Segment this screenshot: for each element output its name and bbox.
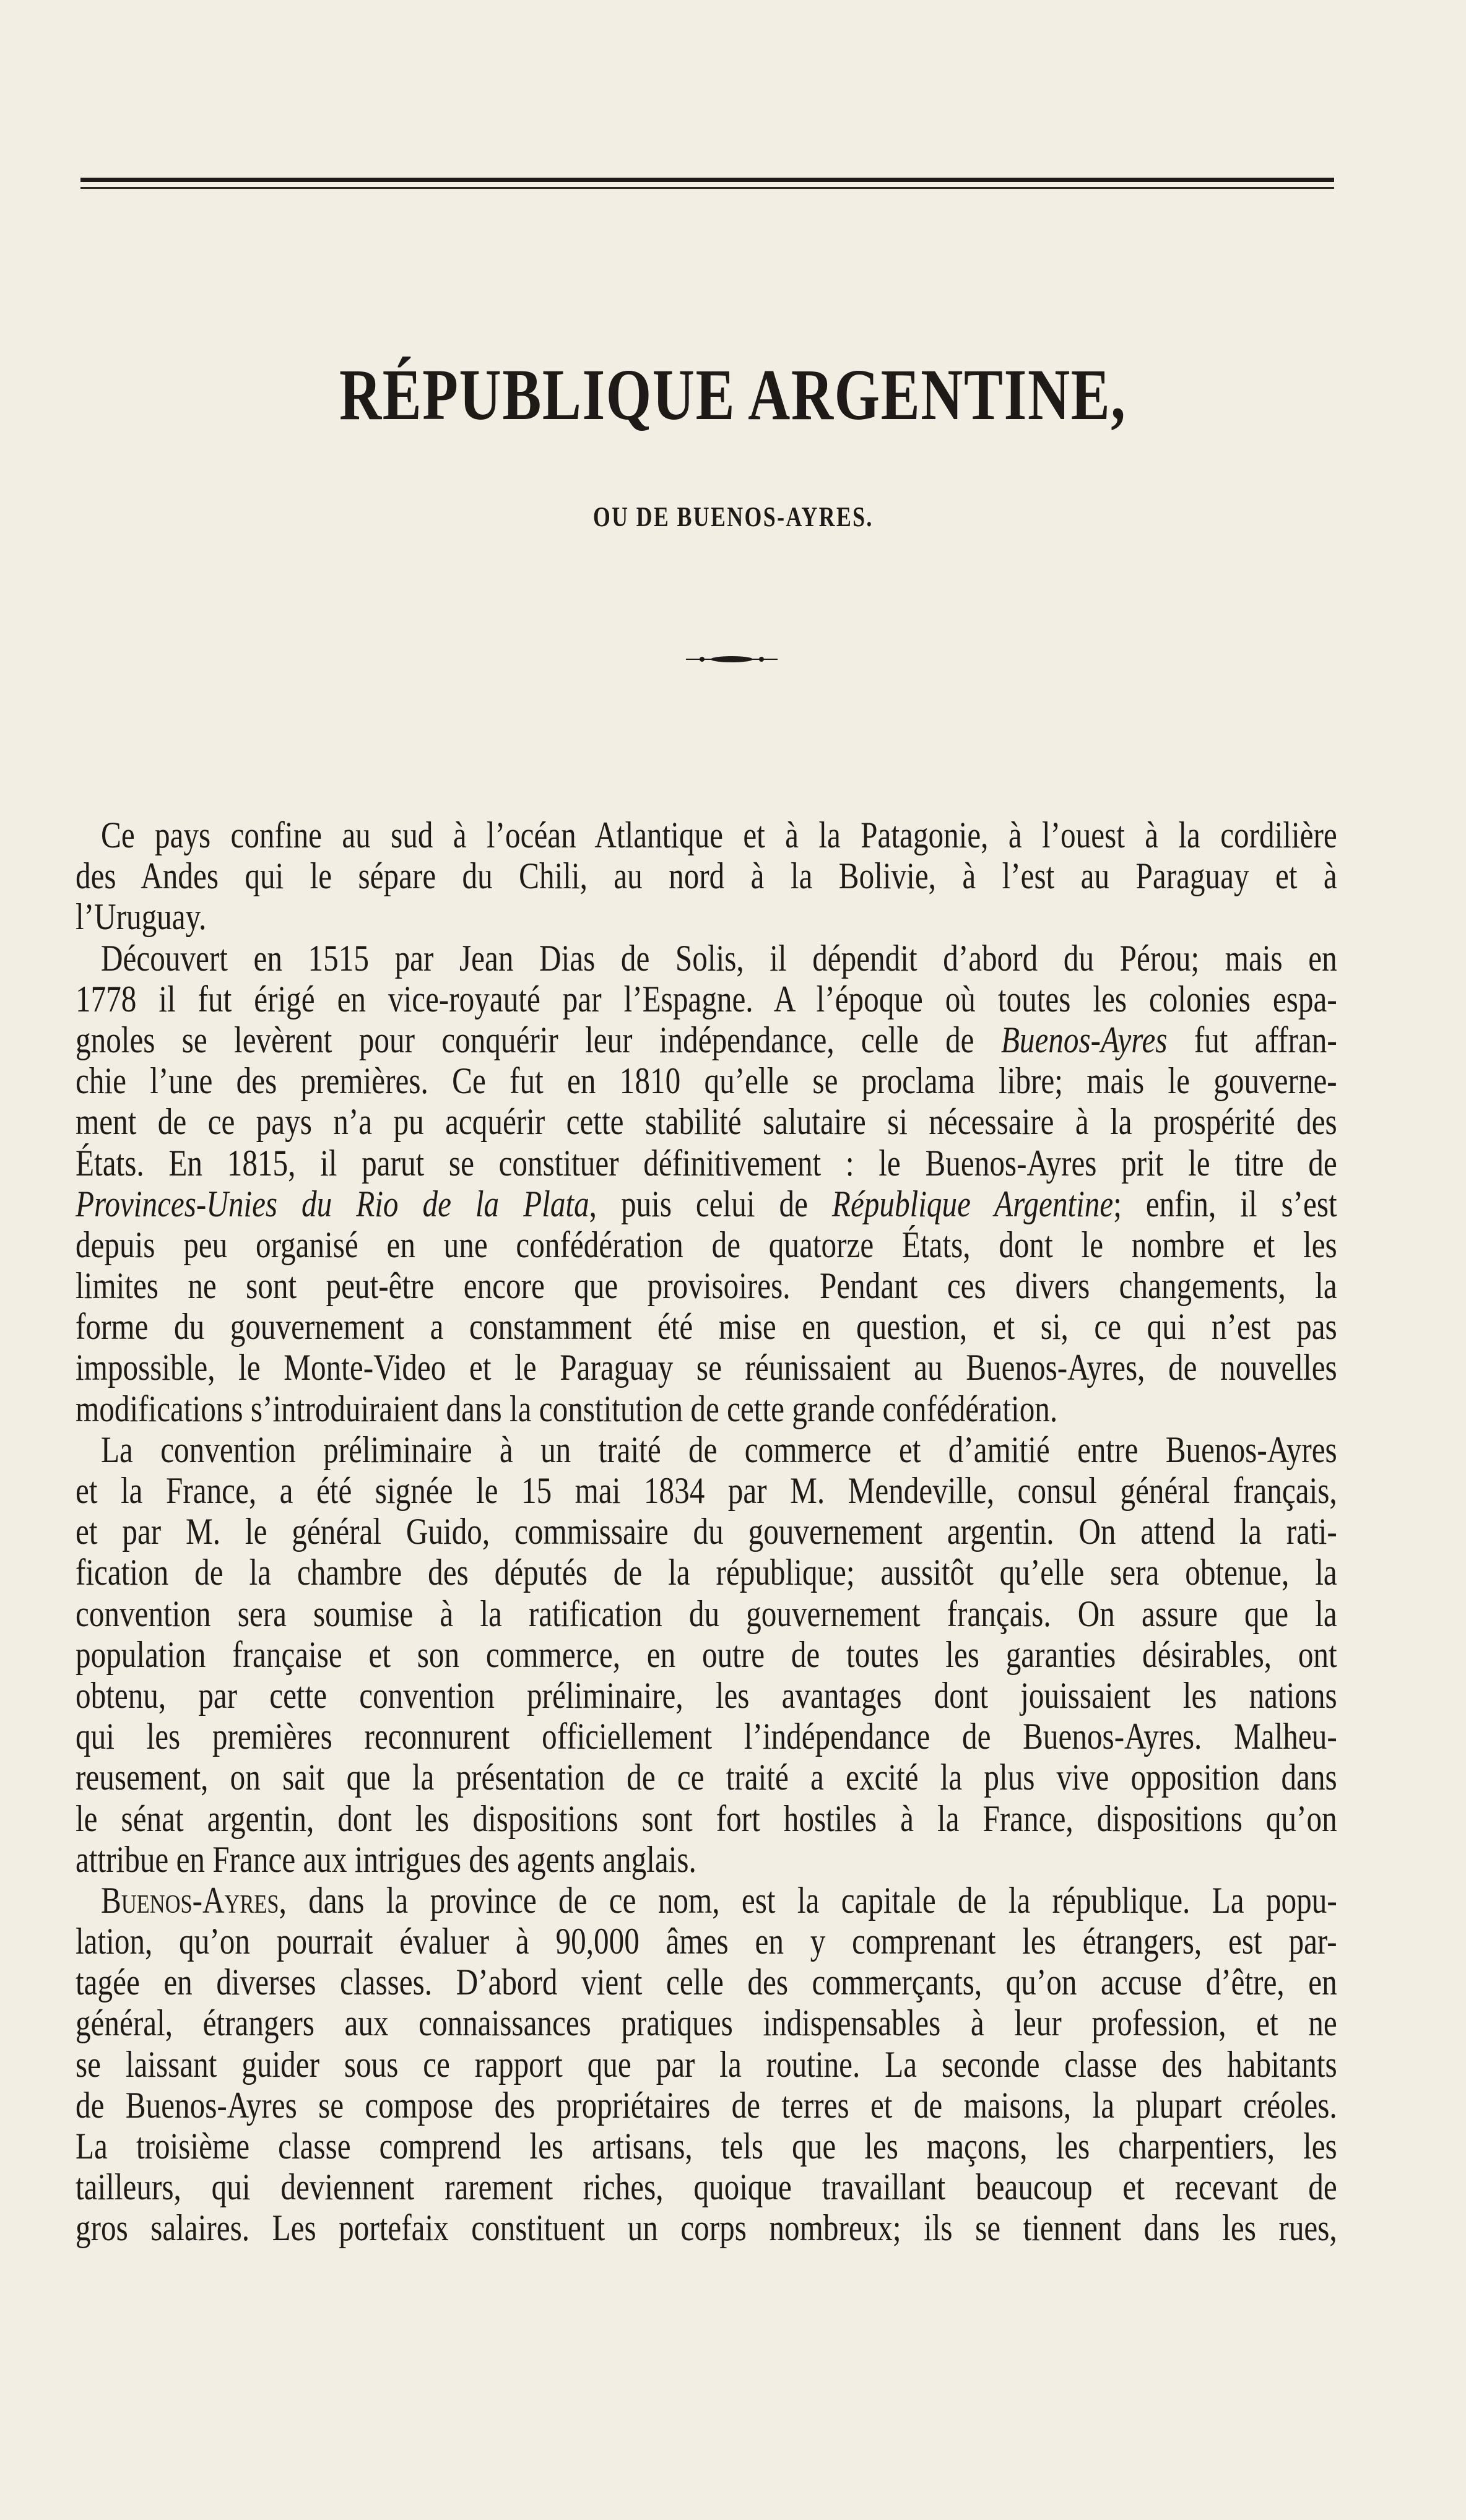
text-line xyxy=(76,1921,1337,1962)
text-segment: qui les premières reconnurent officiellement l’indépendance de Buenos-Ayres. Malheu- xyxy=(76,1716,1337,1757)
text-line xyxy=(76,1429,1337,1470)
text-line xyxy=(76,1224,1337,1265)
text-segment: modifications s’introduiraient dans la constitution de cette grande confédération. xyxy=(76,1388,1058,1429)
text-segment: fication de la chambre des députés de la république; aussitôt qu’elle sera obtenue, la xyxy=(76,1552,1337,1593)
paragraph xyxy=(76,1880,1337,2249)
text-segment: tagée en diverses classes. D’abord vient celle des commerçants, qu’on accuse d’être, en xyxy=(76,1962,1337,2003)
text-line xyxy=(76,938,1337,979)
text-segment: lation, qu’on pourrait évaluer à 90,000 âmes en y comprenant les étrangers, est par- xyxy=(76,1921,1337,1962)
text-segment: forme du gouvernement a constamment été mise en question, et si, ce qui n’est pas xyxy=(76,1306,1337,1348)
text-segment: , puis celui de xyxy=(589,1183,832,1224)
text-line xyxy=(76,1880,1337,1921)
text-segment: obtenu, par cette convention préliminaire, les avantages dont jouissaient les nations xyxy=(76,1674,1337,1716)
text-segment: général, étrangers aux connaissances pratiques indispensables à leur profession, et ne xyxy=(76,2003,1337,2044)
article-body xyxy=(76,815,1337,2249)
text-segment: convention sera soumise à la ratification du gouvernement français. On assure que la xyxy=(76,1593,1337,1634)
text-line xyxy=(76,1101,1337,1142)
text-line xyxy=(76,2085,1337,2126)
text-line xyxy=(76,1511,1337,1552)
text-line xyxy=(76,896,1337,937)
text-segment: La troisième classe comprend les artisans, tels que les maçons, les charpentiers, les xyxy=(76,2126,1337,2167)
text-segment: ment de ce pays n’a pu acquérir cette stabilité salutaire si nécessaire à la prospérité des xyxy=(76,1101,1337,1143)
paragraph xyxy=(76,815,1337,938)
text-line xyxy=(76,1757,1337,1798)
text-line xyxy=(76,1839,1337,1880)
text-segment: ; enfin, il s’est xyxy=(1113,1183,1337,1224)
text-line xyxy=(76,815,1337,855)
text-line xyxy=(76,1716,1337,1757)
text-segment: des Andes qui le sépare du Chili, au nord à la Bolivie, à l’est au Paraguay et à xyxy=(76,855,1337,897)
ornament-divider-icon xyxy=(683,655,780,664)
header-rule-thick xyxy=(80,178,1334,182)
italic-text: République Argentine xyxy=(831,1183,1114,1224)
text-line xyxy=(76,2003,1337,2043)
text-segment: se laissant guider sous ce rapport que par la routine. La seconde classe des habitants xyxy=(76,2043,1337,2085)
text-segment: et par M. le général Guido, commissaire du gouvernement argentin. On attend la rati- xyxy=(76,1511,1337,1552)
page-subtitle-block xyxy=(0,500,1466,533)
text-segment: gnoles se levèrent pour conquérir leur indépendance, celle de xyxy=(76,1019,1001,1060)
text-segment: Ce pays confine au sud à l’océan Atlantique et à la Patagonie, à l’ouest à la cordilière xyxy=(101,815,1337,855)
text-line xyxy=(76,1347,1337,1388)
header-rule-thin xyxy=(80,187,1334,189)
text-line xyxy=(76,1593,1337,1634)
text-segment: , dans la province de ce nom, est la capitale de la république. La popu- xyxy=(279,1879,1337,1921)
text-segment: Découvert en 1515 par Jean Dias de Solis, il dépendit d’abord du Pérou; mais en xyxy=(101,937,1337,979)
text-segment: et la France, a été signée le 15 mai 1834 par M. Mendeville, consul général français, xyxy=(76,1470,1337,1511)
text-line xyxy=(76,1552,1337,1593)
page-title: RÉPUBLIQUE ARGENTINE, xyxy=(339,354,1127,435)
text-segment: population française et son commerce, en outre de toutes les garanties désirables, ont xyxy=(76,1634,1337,1675)
text-line xyxy=(76,1798,1337,1839)
paragraph xyxy=(76,938,1337,1429)
text-line xyxy=(76,2207,1337,2248)
text-segment: le sénat argentin, dont les dispositions sont fort hostiles à la France, dispositions qu’on xyxy=(76,1798,1337,1839)
text-segment: chie l’une des premières. Ce fut en 1810 qu’elle se proclama libre; mais le gouverne- xyxy=(76,1060,1337,1102)
text-segment: tailleurs, qui deviennent rarement riches, quoique travaillant beaucoup et recevant de xyxy=(76,2167,1337,2208)
text-line xyxy=(76,1143,1337,1184)
text-segment: l’Uruguay. xyxy=(76,896,207,938)
text-segment: de Buenos-Ayres se compose des propriétaires de terres et de maisons, la plupart créoles. xyxy=(76,2084,1337,2126)
text-segment: attribue en France aux intrigues des agents anglais. xyxy=(76,1838,696,1880)
text-line xyxy=(76,855,1337,896)
text-line xyxy=(76,1470,1337,1511)
text-line xyxy=(76,1060,1337,1101)
text-line xyxy=(76,1020,1337,1060)
text-line xyxy=(76,2126,1337,2167)
text-segment: reusement, on sait que la présentation de ce traité a excité la plus vive opposition dans xyxy=(76,1757,1337,1798)
page-title-block xyxy=(0,353,1466,437)
text-segment: La convention préliminaire à un traité de commerce et d’amitié entre Buenos-Ayres xyxy=(101,1429,1337,1470)
text-line xyxy=(76,1184,1337,1224)
text-line xyxy=(76,979,1337,1020)
text-line xyxy=(76,1265,1337,1306)
text-line xyxy=(76,2044,1337,2085)
text-segment: 1778 il fut érigé en vice-royauté par l’Espagne. A l’époque où toutes les colonies espa- xyxy=(76,978,1337,1020)
text-line xyxy=(76,1634,1337,1675)
text-segment: États. En 1815, il parut se constituer définitivement : le Buenos-Ayres prit le titre de xyxy=(76,1142,1337,1184)
text-line xyxy=(76,2167,1337,2207)
text-line xyxy=(76,1306,1337,1347)
text-segment: impossible, le Monte-Video et le Paraguay se réunissaient au Buenos-Ayres, de nouvelles xyxy=(76,1347,1337,1388)
paragraph xyxy=(76,1429,1337,1880)
italic-text: Buenos-Ayres xyxy=(1000,1019,1168,1060)
small-caps-text: Buenos-Ayres xyxy=(101,1879,279,1921)
text-line xyxy=(76,1962,1337,2003)
page-subtitle: OU DE BUENOS-AYRES. xyxy=(592,501,874,532)
text-segment: depuis peu organisé en une confédération de quatorze États, dont le nombre et les xyxy=(76,1224,1337,1265)
text-segment: fut affran- xyxy=(1167,1019,1337,1060)
text-line xyxy=(76,1675,1337,1716)
text-segment: limites ne sont peut-être encore que provisoires. Pendant ces divers changements, la xyxy=(76,1265,1337,1307)
text-line xyxy=(76,1388,1337,1429)
italic-text: Provinces-Unies du Rio de la Plata xyxy=(76,1183,589,1224)
text-segment: gros salaires. Les portefaix constituent un corps nombreux; ils se tiennent dans les rues, xyxy=(76,2207,1337,2249)
